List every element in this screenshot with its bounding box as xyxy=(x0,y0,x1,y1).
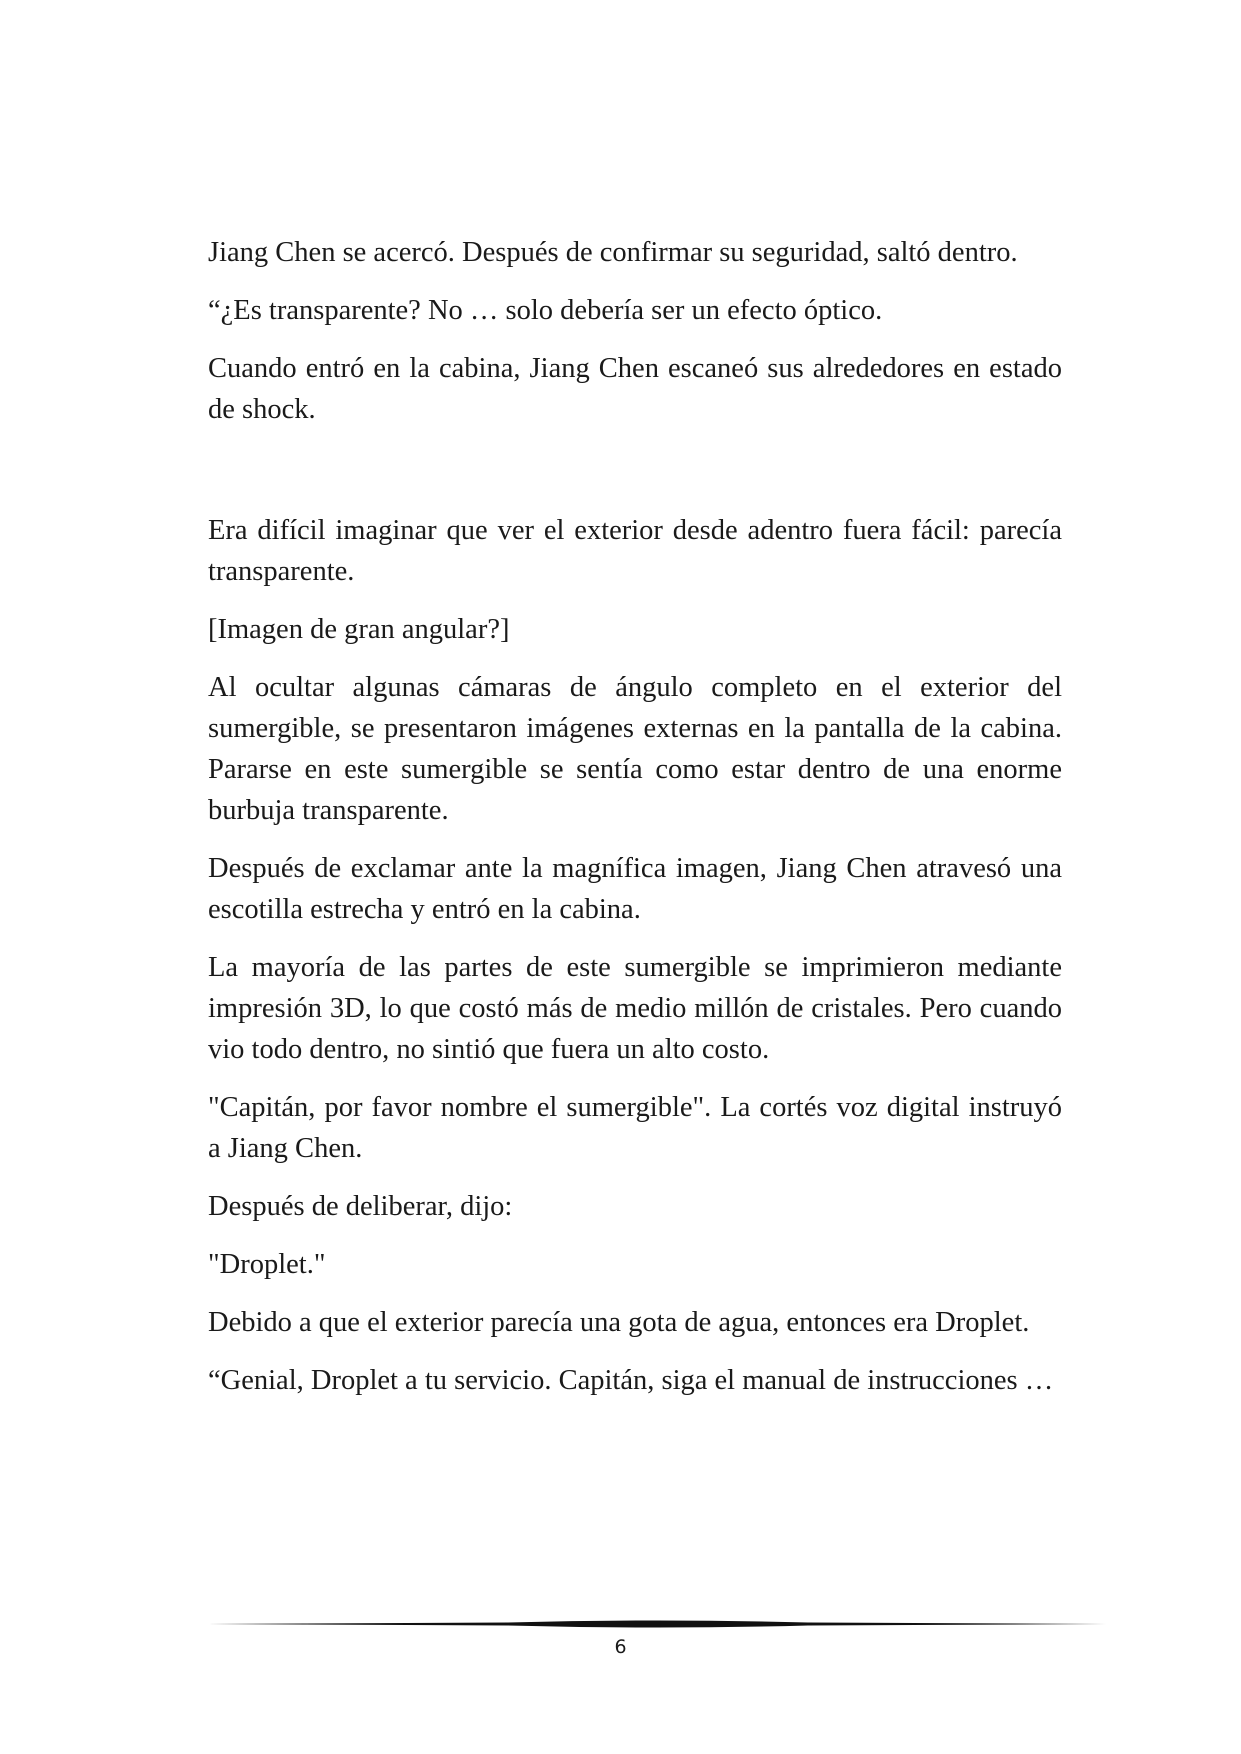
paragraph: “Genial, Droplet a tu servicio. Capitán, siga el manual de instrucciones … xyxy=(208,1365,1054,1396)
footer-divider xyxy=(208,1618,1106,1630)
paragraph: Cuando entró en la cabina, Jiang Chen escaneó sus alrededores en estado de shock. xyxy=(208,353,1062,425)
paragraph: Después de exclamar ante la magnífica imagen, Jiang Chen atravesó una escotilla estrecha y entró en la cabina. xyxy=(208,853,1062,925)
paragraph: Era difícil imaginar que ver el exterior desde adentro fuera fácil: parecía transparente. xyxy=(208,515,1062,587)
paragraph: La mayoría de las partes de este sumergible se imprimieron mediante impresión 3D, lo que costó más de medio millón de cristales. Pero cuando vio todo dentro, no sintió que fuera un alto costo. xyxy=(208,952,1062,1065)
paragraph: "Capitán, por favor nombre el sumergible". La cortés voz digital instruyó a Jiang Chen. xyxy=(208,1092,1062,1164)
paragraph: "Droplet." xyxy=(208,1249,326,1280)
paragraph: Debido a que el exterior parecía una gota de agua, entonces era Droplet. xyxy=(208,1307,1030,1338)
body-text xyxy=(208,232,1062,1418)
paragraph: “¿Es transparente? No … solo debería ser un efecto óptico. xyxy=(208,295,883,326)
paragraph: Después de deliberar, dijo: xyxy=(208,1191,513,1222)
paragraph: [Imagen de gran angular?] xyxy=(208,614,510,645)
paragraph: Al ocultar algunas cámaras de ángulo completo en el exterior del sumergible, se presentaron imágenes externas en la pantalla de la cabina. Pararse en este sumergible se sentía como estar dentro de una enorme burbuja transparente. xyxy=(208,672,1062,826)
page-number: 6 xyxy=(614,1636,627,1658)
paragraph: Jiang Chen se acercó. Después de confirmar su seguridad, saltó dentro. xyxy=(208,237,1018,268)
